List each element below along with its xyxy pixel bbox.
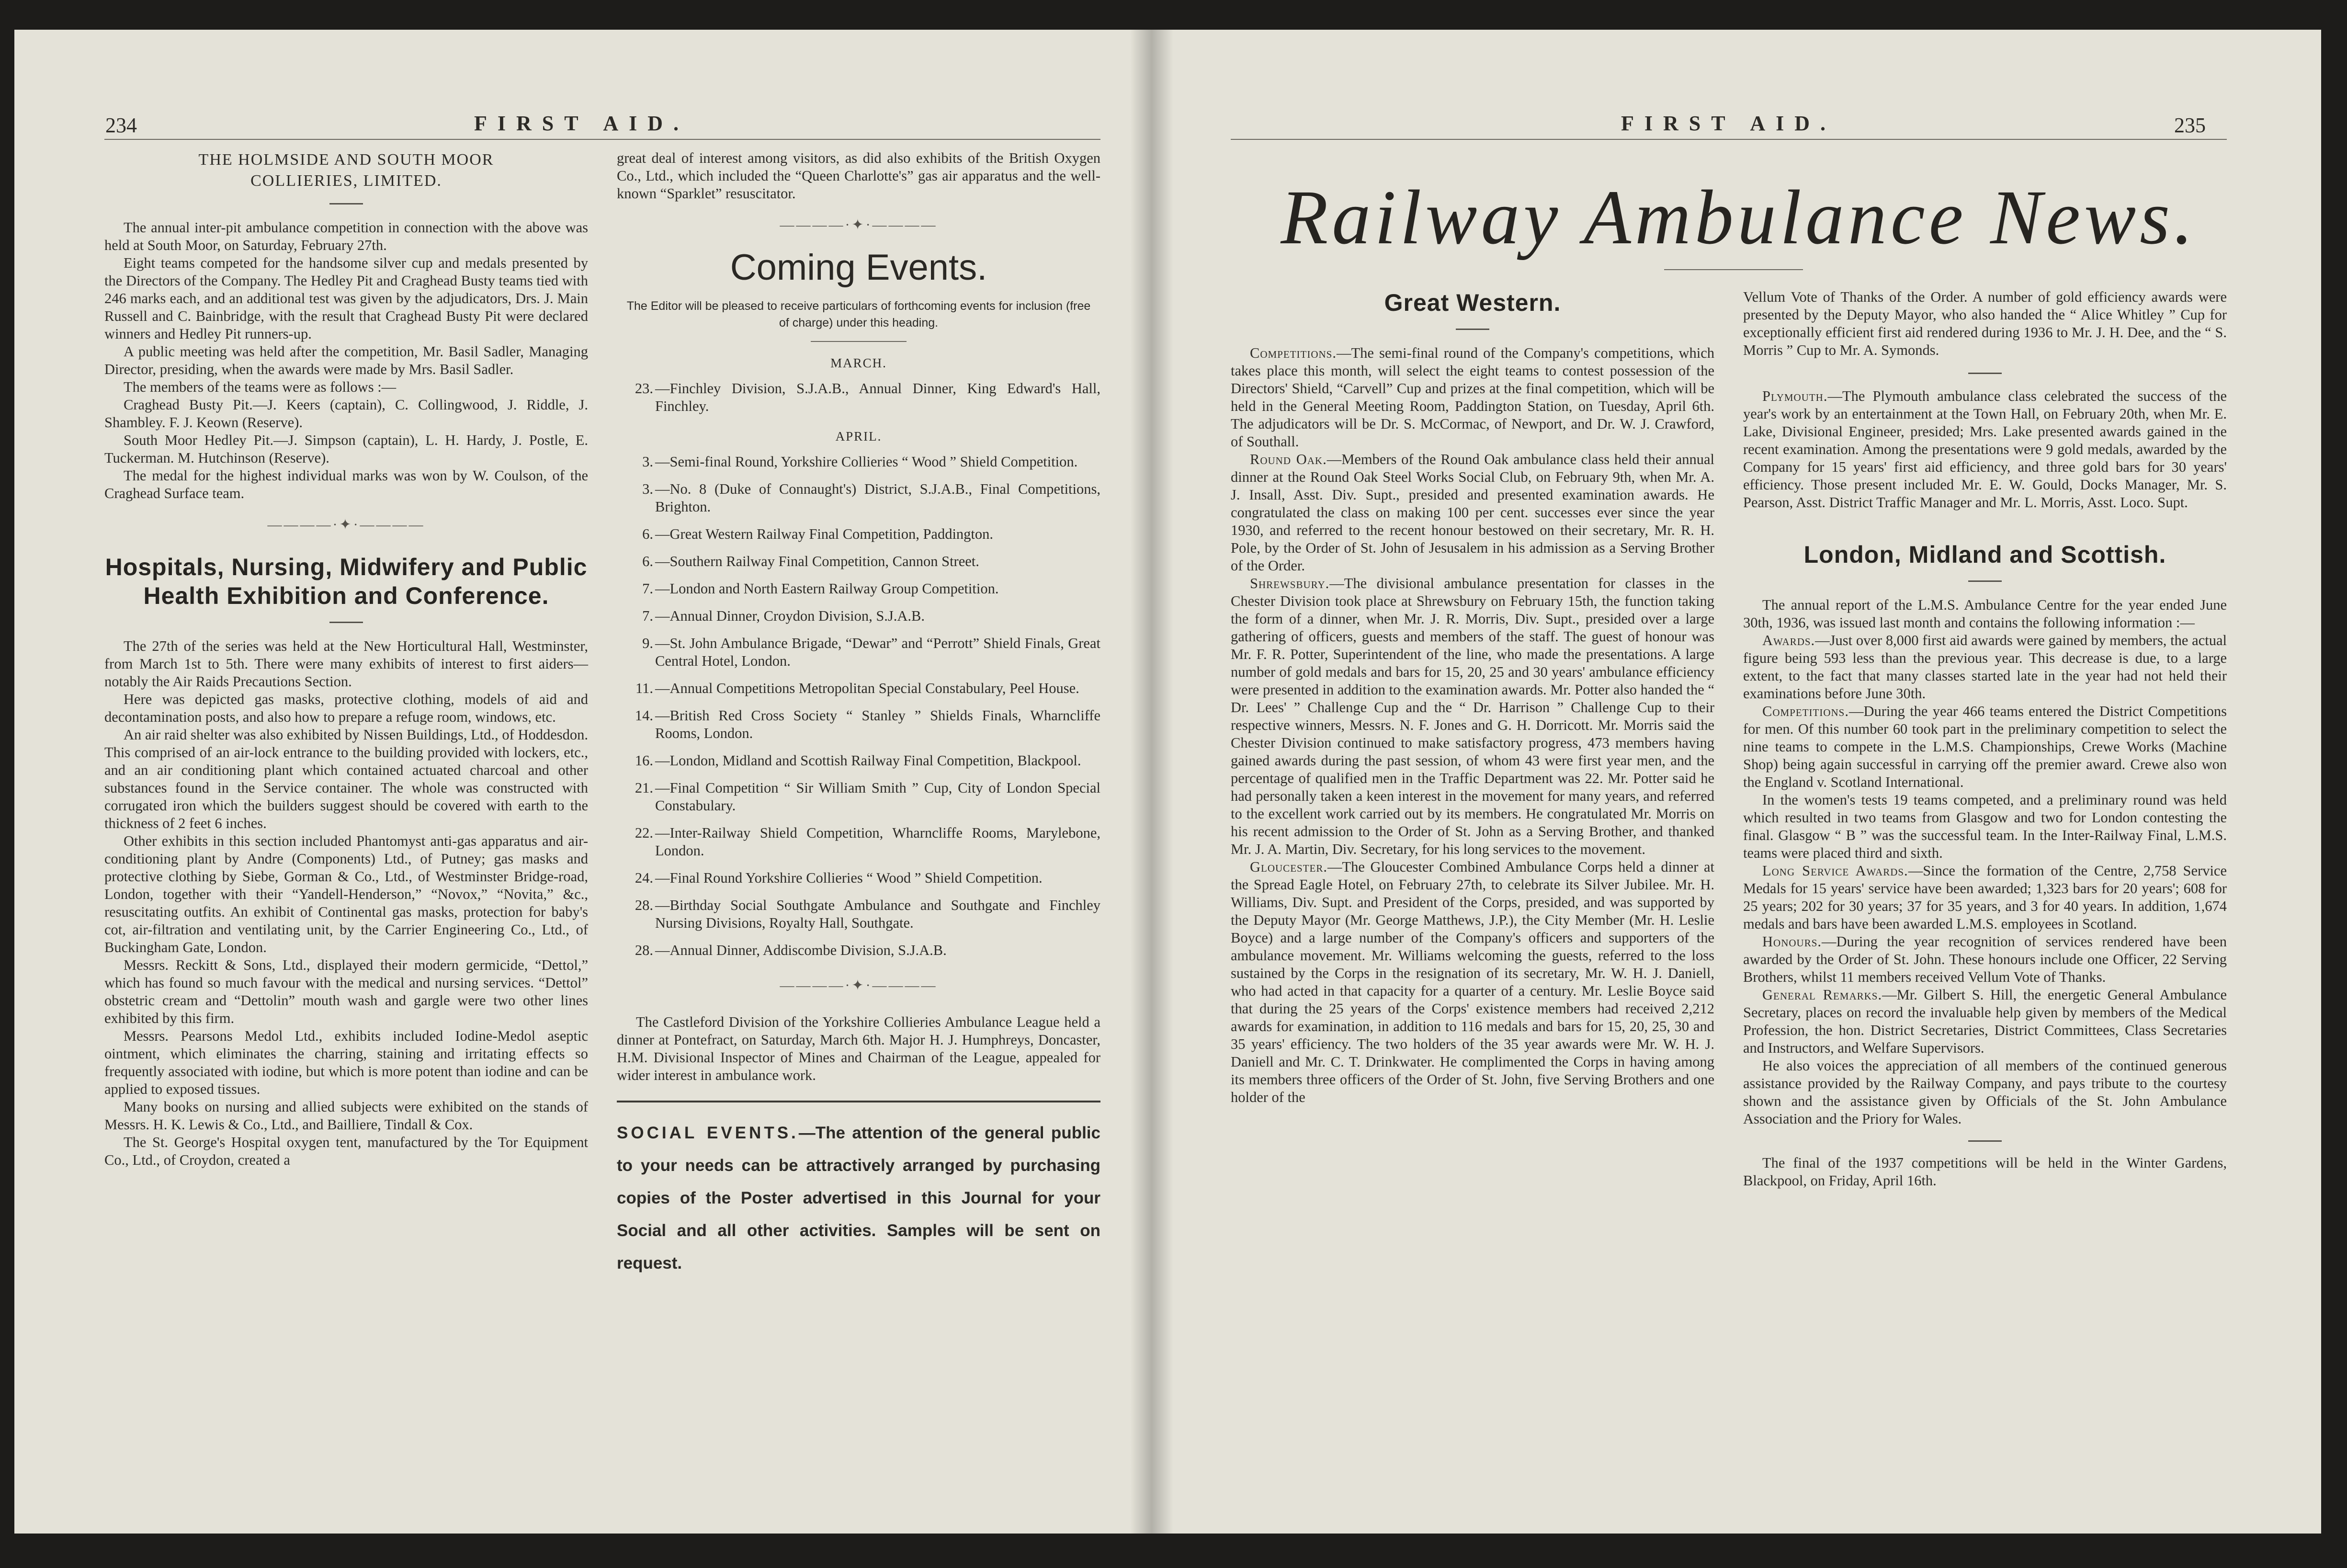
event-text: —Birthday Social Southgate Ambulance and Southgate and Finchley Nursing Divisions, Royalty Hall, Southgate. [655,897,1100,931]
event-item [617,707,1100,742]
paragraph: Craghead Busty Pit.—J. Keers (captain), C. Collingwood, J. Riddle, J. Shambley. F. J. Keown (Reserve). [104,397,588,431]
final-note: The final of the 1937 competitions will be held in the Winter Gardens, Blackpool, on Friday, April 16th. [1743,1155,2227,1189]
title-rule [1456,329,1489,330]
event-text: —Finchley Division, S.J.A.B., Annual Dinner, King Edward's Hall, Finchley. [655,380,1100,414]
holmside-title: THE HOLMSIDE AND SOUTH MOOR COLLIERIES, LIMITED. [198,151,494,190]
event-text: —British Red Cross Society “ Stanley ” Shields Finals, Wharncliffe Rooms, London. [655,707,1100,741]
event-date: 22. [635,825,653,841]
event-text: —Annual Competitions Metropolitan Special Constabulary, Peel House. [655,680,1079,696]
event-item [617,453,1100,471]
event-item [617,869,1100,887]
social-events-lead: SOCIAL EVENTS. [617,1124,799,1142]
section-ornament: ————·✦·———— [780,977,938,993]
paragraph-text: —During the year 466 teams entered the District Competitions for men. Of this number 60 took part in the preliminary competition to select the nine teams to compete in the L.M.S. Championships, Crewe Works (Machine Shop) being again successful in carrying off the premier award. Crewe also won the England v. Scotland International. [1743,703,2227,790]
event-date: 23. [635,380,653,397]
paragraph-lead: Competitions. [1250,345,1337,361]
lms-title: London, Midland and Scottish. [1803,541,2166,568]
paragraph [1231,858,1714,1106]
plymouth-paragraph [1743,387,2227,511]
event-text: —Final Competition “ Sir William Smith ” Cup, City of London Special Constabulary. [655,780,1100,814]
social-rule [617,1101,1100,1102]
paragraph-lead: Awards. [1762,632,1815,648]
event-date: 28. [635,897,653,913]
paragraph-lead: Round Oak. [1250,451,1327,467]
section-ornament: ————·✦·———— [267,517,425,533]
continuation-text: Vellum Vote of Thanks of the Order. A number of gold efficiency awards were presented by the Deputy Mayor, who also handed the “ Alice Whitley ” Cup for exceptionally efficient first aid rendered during 1936 to Mr. J. H. Dee, and the “ S. Morris ” Cup to Mr. A. Symonds. [1743,289,2227,358]
paragraph [1231,451,1714,575]
event-item [617,607,1100,625]
right-column-1 [1231,288,1714,1106]
event-date: 6. [642,526,653,542]
paragraph-text: —The Gloucester Combined Ambulance Corps held a dinner at the Spread Eagle Hotel, on February 27th, to celebrate its Silver Jubilee. Mr. H. Williams, Div. Supt. and President of the Corps, presided, and was supported by the Deputy Mayor (Mr. George Matthews, J.P.), the City Member (Mr. H. Leslie Boyce) and a large number of the Company's officers and supporters of the ambulance movement. Mr. Williams welcoming the guests, referred to the loss sustained by the Corps in the resignation of its secretary, Mr. W. H. J. Daniell, who had acted in that capacity for a quarter of a century. Mr. Leslie Boyce said that during the 25 years of the Corps' existence members had received 2,212 awards for examination, in addition to 116 medals and bars for 15, 20, 25, 30 and 35 years' efficiency. The two holders of the 35 year awards were Mr. W. H. J. Daniell and Mr. C. T. Drinkwater. He complimented the Corps in having among its members three officers of the Order of St. John, five Serving Brothers and one holder of the [1231,859,1714,1105]
left-column-1 [104,149,588,1169]
event-date: 24. [635,870,653,886]
social-events-text: —The attention of the general public to your needs can be attractively arranged by purchasing copies of the Poster advertised in this Journal for your Social and all other activities. Samples will be sent on request. [617,1124,1100,1273]
paragraph [1743,632,2227,703]
lms-article [1743,632,2227,1128]
paragraph-text: —Members of the Round Oak ambulance class held their annual dinner at the Round Oak Steel Works Social Club, on February 9th, when Mr. A. J. Insall, Asst. Div. Supt., presided and presented examination awards. He congratulated the class on making 100 per cent. successes ever since the year 1930, and referred to the recent honour bestowed on their secretary, Mr. R. H. Pole, by the Order of St. John of Jesusalem in his admission as a Serving Brother of the Order. [1231,451,1714,574]
paragraph: The St. George's Hospital oxygen tent, manufactured by the Tor Equipment Co., Ltd., of Croydon, created a [104,1134,588,1168]
paragraph-text: —Just over 8,000 first aid awards were gained by members, the actual figure being 593 less than the previous year. This decrease is due, to a large extent, to the fact that many classes started late in the year had not held their examinations before June 30th. [1743,632,2227,702]
page-number: 235 [2174,114,2206,137]
masthead-rule [1664,269,1803,270]
event-date: 16. [635,752,653,769]
paragraph: South Moor Hedley Pit.—J. Simpson (captain), L. H. Hardy, J. Postle, E. Tuckerman. M. Hutchinson (Reserve). [104,432,588,466]
paragraph: Other exhibits in this section included Phantomyst anti-gas apparatus and air-conditioning plant by Andre (Components) Ltd., of Putney; gas masks and protective clothing by Siebe, Gorman & Co., Ltd., of Westminster Bridge-road, London, together with their “Yandell-Henderson,” “Novox,” “Novita,” &c., resuscitating outfits. An exhibit of Continental gas masks, protection for baby's cot, air-filtration and ventilating unit, by the Carrier Engineering Co., Ltd., of Buckingham Gate, London. [104,833,588,955]
event-date: 21. [635,780,653,796]
paragraph: Messrs. Pearsons Medol Ltd., exhibits included Iodine-Medol aseptic ointment, which eliminates the charring, staining and irritating effects so frequently associated with iodine, but which is more potent than iodine and can be applied to exposed tissues. [104,1028,588,1097]
header-rule [1231,139,2227,140]
event-item [617,480,1100,516]
paragraph-text: In the women's tests 19 teams competed, and a preliminary round was held which resulted in two teams from Glasgow and two for London contesting the final. Glasgow “ B ” was the successful team. In the Inter-Railway Final, L.M.S. teams were placed third and sixth. [1743,792,2227,861]
month-march: MARCH. [830,356,887,370]
paragraph: The annual inter-pit ambulance competition in connection with the above was held at South Moor, on Saturday, February 27th. [104,219,588,253]
event-date: 3. [642,481,653,497]
event-item [617,635,1100,670]
left-page-header [14,82,1161,137]
continuation-text: great deal of interest among visitors, as did also exhibits of the British Oxygen Co., Ltd., which included the “Queen Charlotte's” gas air apparatus and the well-known “Sparklet” resuscitator. [617,150,1100,202]
paragraph: The members of the teams were as follows :— [124,379,397,395]
event-item [617,580,1100,598]
event-item [617,380,1100,415]
event-text: —St. John Ambulance Brigade, “Dewar” and “Perrott” Shield Finals, Great Central Hotel, London. [655,635,1100,669]
event-text: —No. 8 (Duke of Connaught's) District, S.J.A.B., Final Competitions, Brighton. [655,481,1100,515]
lms-intro: The annual report of the L.M.S. Ambulance Centre for the year ended June 30th, 1936, was issued last month and contains the following information :— [1743,597,2227,631]
title-rule [329,622,363,623]
event-text: —Semi-final Round, Yorkshire Collieries “ Wood ” Shield Competition. [655,454,1078,470]
event-text: —London and North Eastern Railway Group Competition. [655,580,999,597]
masthead: Railway Ambulance News. [1281,175,2197,261]
event-item [617,525,1100,543]
right-page [1156,30,2321,1534]
coming-events-title: Coming Events. [730,247,987,288]
castleford-paragraph: The Castleford Division of the Yorkshire Collieries Ambulance League held a dinner at Pontefract, on Saturday, March 6th. Major H. J. Humphreys, Doncaster, H.M. Divisional Inspector of Mines and Chairman of the League, appealed for wider interest in ambulance work. [617,1014,1100,1083]
event-date: 3. [642,454,653,470]
paragraph-text: —The divisional ambulance presentation for classes in the Chester Division took place at Shrewsbury on February 15th, the function taking the form of a dinner, when Mr. J. R. Morris, Div. Supt., presided over a large gathering of officers, guests and members of the staff. The guest of honour was Mr. F. R. Potter, Superintendent of the line, who made the presentations. A large number of gold medals and bars for 15, 20, 25 and 30 years' ambulance efficiency were presented in addition to the examination awards. Mr. Potter also handed the “ Dr. Lees' ” Challenge Cup and the “ Dr. Harrison ” Challenge Cup to their respective winners, Messrs. N. F. Jones and G. H. Dorricott. Mr. Morris said the Chester Division continued to make satisfactory progress, 473 members having gained awards during the past session, of whom 43 were first year men, and the percentage of qualified men in the Traffic Department was 22. Mr. Potter said he had personally taken a keen interest in the movement for many years, and referred to the excellent work carried out by its members. He congratulated Mr. Morris on his recent admission to the Order of St. John as a Serving Brother, and thanked Mr. J. A. Martin, Div. Secretary, for his long services to the movement. [1231,575,1714,857]
paragraph-lead: Honours. [1762,933,1822,950]
title-rule [329,203,363,205]
hospitals-article [104,637,588,1169]
paragraph-lead: Competitions. [1762,703,1849,719]
event-date: 28. [635,942,653,958]
great-western-article [1231,344,1714,1106]
paragraph [1231,344,1714,451]
paragraph [1743,791,2227,862]
running-head: FIRST AID. [474,112,690,135]
paragraph-lead: General Remarks. [1762,987,1882,1003]
paragraph: The medal for the highest individual marks was won by W. Coulson, of the Craghead Surface team. [104,467,588,501]
event-item [617,942,1100,959]
right-page-header [1156,82,2321,137]
page-number: 234 [105,114,137,137]
paragraph-rule [1968,373,2002,374]
event-date: 11. [635,680,653,696]
running-head: FIRST AID. [1621,112,1837,135]
paragraph-lead: Shrewsbury. [1250,575,1330,591]
holmside-article [104,219,588,502]
paragraph-lead: Long Service Awards. [1762,863,1908,879]
event-date: 6. [642,553,653,569]
event-item [617,752,1100,770]
event-text: —Annual Dinner, Croydon Division, S.J.A.B. [655,608,925,624]
paragraph [1743,862,2227,933]
hospitals-title: Hospitals, Nursing, Midwifery and Public Health Exhibition and Conference. [105,554,588,609]
header-rule [104,139,1100,140]
right-column-2 [1743,288,2227,1190]
note-rule [811,341,907,342]
event-date: 7. [642,608,653,624]
paragraph: Messrs. Reckitt & Sons, Ltd., displayed their modern germicide, “Dettol,” which has found so much favour with the medical and nursing services. “Dettol” obstetric cream and “Dettolin” mouth wash and gargle were two other lines exhibited by this firm. [104,957,588,1026]
month-april: APRIL. [835,429,882,443]
paragraph-rule [1968,1140,2002,1142]
event-text: —London, Midland and Scottish Railway Final Competition, Blackpool. [655,752,1081,769]
title-rule [1968,580,2002,582]
coming-events-note: The Editor will be pleased to receive particulars of forthcoming events for inclusion (free of charge) under this heading. [626,299,1091,330]
paragraph [1743,933,2227,986]
left-page [14,30,1161,1534]
social-events-notice [617,1117,1100,1280]
event-item [617,553,1100,570]
paragraph: Eight teams competed for the handsome silver cup and medals presented by the Directors of the Company. The Hedley Pit and Craghead Busty teams tied with 246 marks each, and an additional test was given by the adjudicators, Drs. J. Main Russell and C. Bainbridge, with the result that Craghead Busty Pit were declared winners and Hedley Pit runners-up. [104,255,588,342]
plymouth-lead: Plymouth. [1762,388,1828,404]
paragraph [1231,575,1714,858]
plymouth-text: —The Plymouth ambulance class celebrated the success of the year's work by an entertainment at the Town Hall, on February 20th, when Mr. E. Lake, Divisional Engineer, presided; Mrs. Lake presented awards gained in the recent examination. Among the presentations were 9 gold medals, awarded by the Company for 15 years' first aid efficiency, and three gold bars for 30 years' efficiency. Those present included Mr. E. W. Gould, Docks Manager, Mr. S. Pearson, Asst. District Traffic Manager and Mr. L. Morris, Asst. Loco. Supt. [1743,388,2227,511]
event-date: 14. [635,707,653,724]
march-events [617,380,1100,415]
april-events [617,453,1100,959]
paragraph: Many books on nursing and allied subjects were exhibited on the stands of Messrs. H. K. Lewis & Co., Ltd., and Bailliere, Tindall & Cox. [104,1099,588,1133]
great-western-title: Great Western. [1384,289,1561,316]
event-item [617,680,1100,697]
paragraph [1743,986,2227,1057]
event-text: —Inter-Railway Shield Competition, Wharncliffe Rooms, Marylebone, London. [655,825,1100,859]
paragraph: An air raid shelter was also exhibited by Nissen Buildings, Ltd., of Hoddesdon. This comprised of an air-lock entrance to the building provided with lockers, etc., and an air conditioning plant which contained actuated charcoal and other substances found in the Service container. The whole was constructed with corrugated iron which the builders suggest should be covered with earth to the thickness of 2 feet 6 inches. [104,727,588,831]
event-text: —Great Western Railway Final Competition, Paddington. [655,526,994,542]
event-date: 7. [642,580,653,597]
paragraph: Here was depicted gas masks, protective clothing, models of aid and decontamination posts, and also how to prepare a refuge room, windows, etc. [104,691,588,725]
paragraph: The 27th of the series was held at the New Horticultural Hall, Westminster, from March 1st to 5th. There were many exhibits of interest to first aiders—notably the Air Raids Precautions Section. [104,638,588,690]
paragraph-text: —Since the formation of the Centre, 2,758 Service Medals for 15 years' service have been awarded; 1,323 bars for 20 years'; 608 for 25 years; 202 for 30 years; 37 for 35 years, and 3 for 40 years. In addition, 1,674 medals and bars have been awarded L.M.S. employees in Scotland. [1743,863,2227,932]
event-item [617,897,1100,932]
section-ornament: ————·✦·———— [780,217,938,233]
paragraph: A public meeting was held after the competition, Mr. Basil Sadler, Managing Director, presiding, when the awards were made by Mrs. Basil Sadler. [104,343,588,377]
event-date: 9. [642,635,653,651]
event-text: —Annual Dinner, Addiscombe Division, S.J.A.B. [655,942,947,958]
left-column-2 [617,149,1100,1280]
paragraph-lead: Gloucester. [1250,859,1327,875]
event-text: —Final Round Yorkshire Collieries “ Wood ” Shield Competition. [655,870,1043,886]
paragraph-text: —The semi-final round of the Company's competitions, which takes place this month, will select the eight teams to contest possession of the Directors' Shield, “Carvell” Cup and prizes at the final competition, which will be held in the General Meeting Room, Paddington Station, on Tuesday, April 6th. The adjudicators will be Dr. S. McCormac, of Newport, and Dr. W. J. Crawford, of Southall. [1231,345,1714,450]
paragraph-text: —During the year recognition of services rendered have been awarded by the Order of St. John. These honours include one Officer, 22 Serving Brothers, whilst 11 members received Vellum Vote of Thanks. [1743,933,2227,985]
paragraph-text: He also voices the appreciation of all members of the continued generous assistance provided by the Railway Company, and pays tribute to the courtesy shown and the assistance given by Officials of the St. John Ambulance Association and the Priory for Wales. [1743,1057,2227,1127]
event-item [617,779,1100,815]
event-item [617,824,1100,860]
event-text: —Southern Railway Final Competition, Cannon Street. [655,553,979,569]
paragraph-text: —Mr. Gilbert S. Hill, the energetic General Ambulance Secretary, places on record the invaluable help given by members of the Medical Profession, the hon. District Secretaries, District Committees, Class Secretaries and Instructors, and Welfare Supervisors. [1743,987,2227,1056]
paragraph [1743,1057,2227,1128]
paragraph [1743,703,2227,791]
